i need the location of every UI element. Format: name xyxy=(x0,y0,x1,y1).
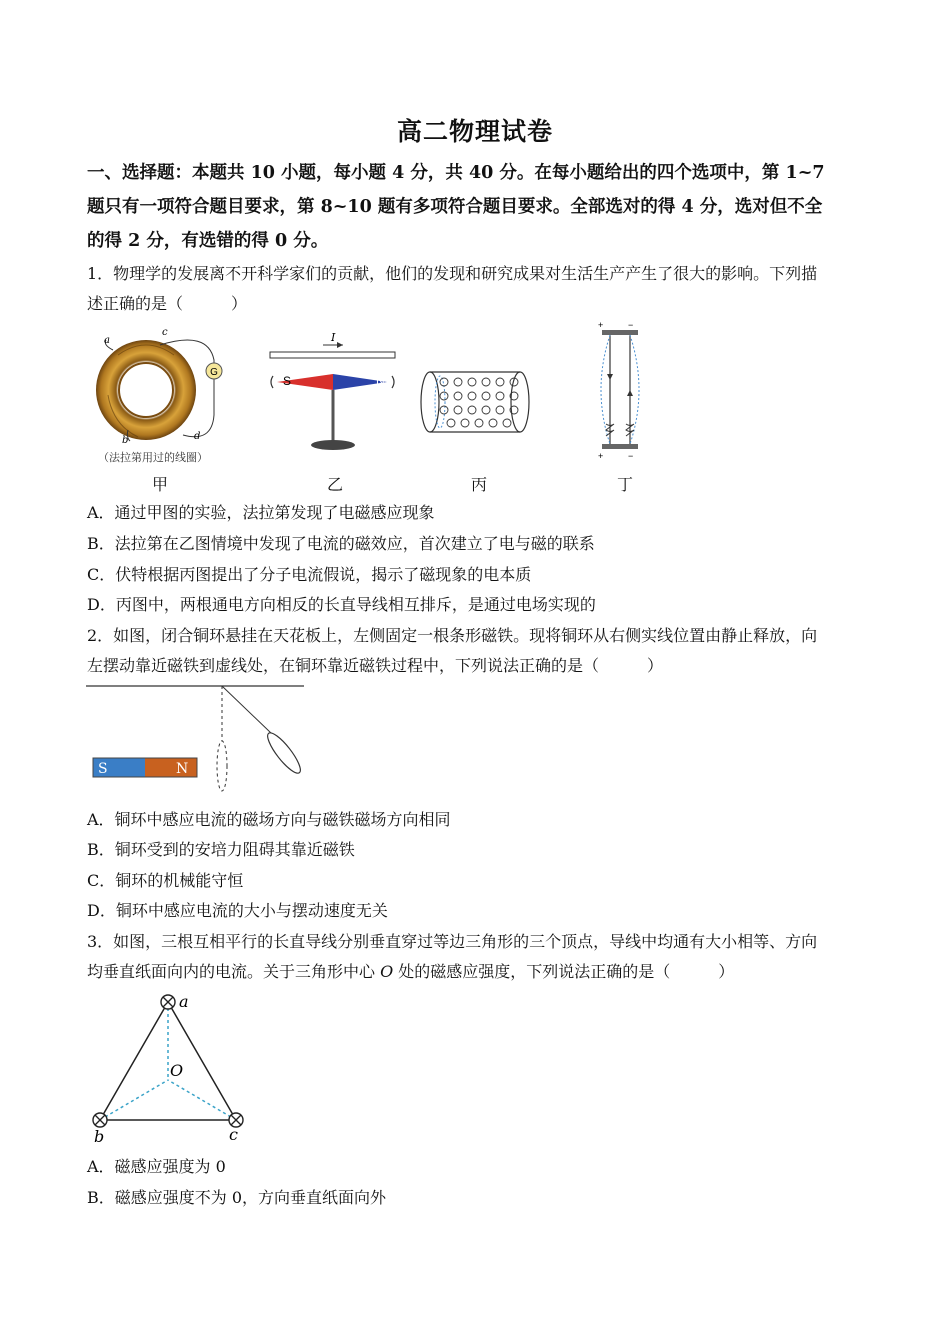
section-instruction-line-2: 题只有一项符合题目要求，第 8~10 题有多项符合题目要求。全部选对的得 4 分，选对但不全 xyxy=(87,197,823,217)
wire-a-into-page xyxy=(161,995,175,1009)
vertex-label-a: a xyxy=(179,992,189,1011)
figure-jia-caption: 甲 xyxy=(151,475,168,494)
q1-option-c: C．伏特根据丙图提出了分子电流假说，揭示了磁现象的电本质 xyxy=(87,565,532,584)
q3-stem-line-2: 均垂直纸面向内的电流。关于三角形中心 O 处的磁感应强度，下列说法正确的是（ ） xyxy=(87,962,735,981)
q1-option-d: D．丙图中，两根通电方向相反的长直导线相互排斥，是通过电场实现的 xyxy=(87,595,596,614)
terminal-minus-bottom: − xyxy=(628,451,634,460)
center-o-variable: O xyxy=(380,962,394,981)
section-instruction-line-1: 一、选择题：本题共 10 小题，每小题 4 分，共 40 分。在每小题给出的四个选项中，第 1~7 xyxy=(87,163,825,183)
q1-stem-line-2: 述正确的是（ ） xyxy=(87,294,248,313)
galvanometer-label: G xyxy=(210,367,218,378)
coil-label-c: c xyxy=(162,327,168,338)
figure-jia-subcaption: （法拉第用过的线圈） xyxy=(98,451,208,464)
q3-option-b: B．磁感应强度不为 0，方向垂直纸面向外 xyxy=(87,1188,387,1207)
terminal-minus-top: − xyxy=(628,320,634,330)
vertex-label-c: c xyxy=(229,1125,238,1144)
q3-stem-line-1: 3．如图，三根互相平行的长直导线分别垂直穿过等边三角形的三个顶点，导线中均通有大小相等、方向 xyxy=(87,932,818,951)
figure-ding-caption: 丁 xyxy=(616,475,633,494)
magnet-n-pole xyxy=(145,758,197,777)
q1-stem-line-1: 1．物理学的发展离不开科学家们的贡献，他们的发现和研究成果对生活生产产生了很大的影响。下列描 xyxy=(87,264,818,283)
current-label: I xyxy=(331,331,336,344)
q2-option-b: B．铜环受到的安培力阻碍其靠近磁铁 xyxy=(87,840,355,859)
coil-label-b: b xyxy=(122,435,129,446)
q2-option-d: D．铜环中感应电流的大小与摆动速度无关 xyxy=(87,901,388,920)
q2-stem-line-1: 2．如图，闭合铜环悬挂在天花板上，左侧固定一根条形磁铁。现将铜环从右侧实线位置由静止释放，向 xyxy=(87,626,818,645)
q1-option-b: B．法拉第在乙图情境中发现了电流的磁效应，首次建立了电与磁的联系 xyxy=(87,534,595,553)
figure-bing-molecular-currents xyxy=(418,365,538,440)
page-title: 高二物理试卷 xyxy=(396,117,553,146)
compass-s-label: S xyxy=(283,374,292,388)
terminal-plus-top: + xyxy=(598,320,604,330)
q3-option-a: A．磁感应强度为 0 xyxy=(87,1157,226,1176)
figure-bing-caption: 丙 xyxy=(470,475,487,494)
figure-q2-copper-ring-magnet xyxy=(86,683,308,798)
figure-q3-triangle-wires xyxy=(88,990,253,1145)
compass-n-label: N xyxy=(376,374,385,388)
figure-yi-caption: 乙 xyxy=(326,475,343,494)
magnet-s-label: S xyxy=(98,761,108,777)
vertex-label-b: b xyxy=(94,1127,105,1145)
figure-ding-parallel-wires xyxy=(590,320,650,460)
coil-label-a: a xyxy=(104,335,110,346)
center-label-o: O xyxy=(170,1061,184,1080)
figure-jia-faraday-coil xyxy=(88,325,238,465)
wire-b-into-page xyxy=(93,1113,107,1127)
magnet-n-label: N xyxy=(176,761,189,777)
q2-option-a: A．铜环中感应电流的磁场方向与磁铁磁场方向相同 xyxy=(87,810,451,829)
terminal-plus-bottom: + xyxy=(598,451,604,460)
q2-stem-line-2: 左摆动靠近磁铁到虚线处，在铜环靠近磁铁过程中，下列说法正确的是（ ） xyxy=(87,656,664,675)
q1-option-a: A．通过甲图的实验，法拉第发现了电磁感应现象 xyxy=(87,503,435,522)
figure-yi-compass-wire xyxy=(265,330,405,460)
q2-option-c: C．铜环的机械能守恒 xyxy=(87,871,244,890)
section-instruction-line-3: 的得 2 分，有选错的得 0 分。 xyxy=(87,231,329,251)
coil-label-d: d xyxy=(194,431,201,442)
